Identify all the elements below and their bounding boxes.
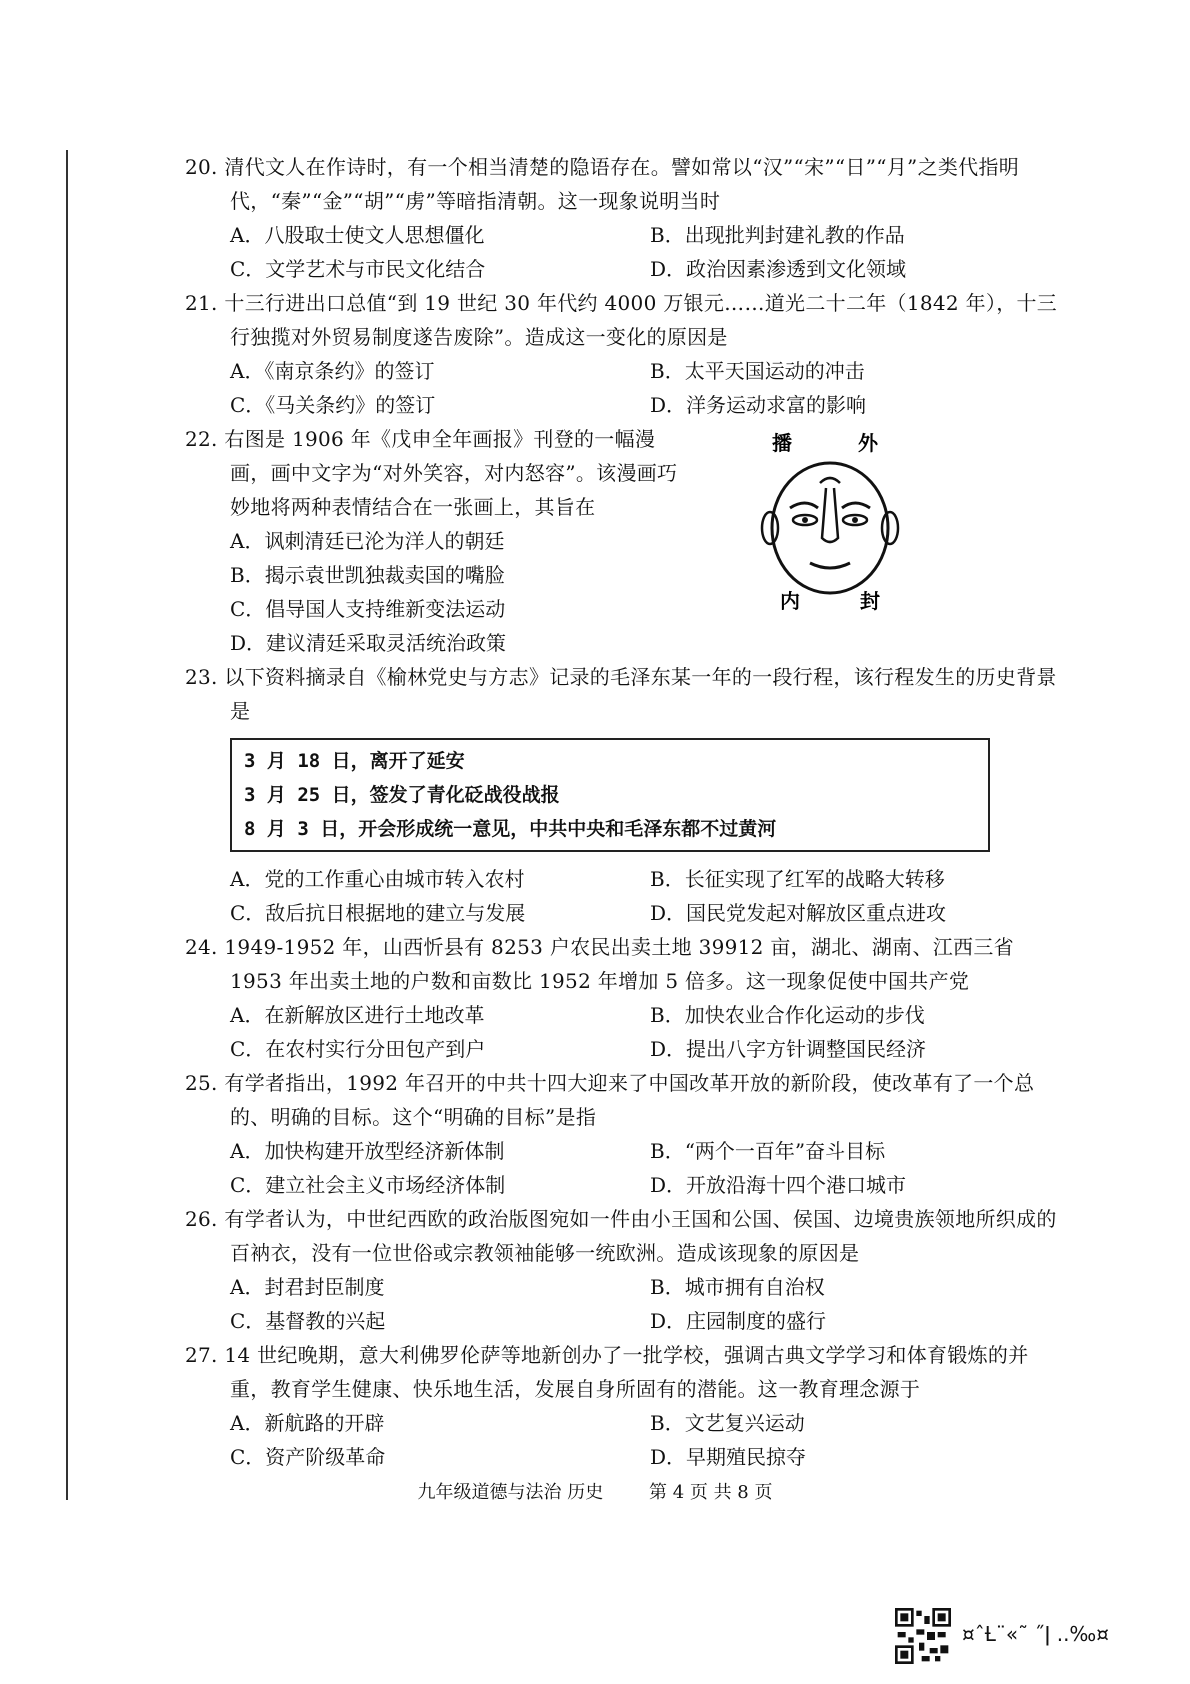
option-d[interactable]: D．国民党发起对解放区重点进攻: [650, 901, 947, 925]
option-c[interactable]: C．敌后抗日根据地的建立与发展: [230, 901, 526, 925]
option-b[interactable]: B．太平天国运动的冲击: [650, 359, 865, 383]
option-b[interactable]: B．城市拥有自治权: [650, 1275, 825, 1299]
cartoon-bottom-text: 内: [780, 589, 800, 613]
option-c[interactable]: C．在农村实行分田包产到户: [230, 1037, 486, 1061]
svg-text:封: 封: [860, 589, 880, 613]
option-b[interactable]: B．揭示袁世凯独裁卖国的嘴脸: [230, 563, 505, 587]
option-d[interactable]: D．政治因素渗透到文化领域: [650, 257, 907, 281]
option-a[interactable]: A．在新解放区进行土地改革: [230, 1003, 485, 1027]
option-a[interactable]: A．加快构建开放型经济新体制: [230, 1139, 505, 1163]
question-number: 25.: [185, 1071, 218, 1095]
question-number: 20.: [185, 155, 218, 179]
qr-code-icon: [895, 1608, 951, 1664]
footer-page-number: 第 4 页 共 8 页: [648, 1482, 773, 1503]
option-a[interactable]: A．八股取士使文人思想僵化: [230, 223, 485, 247]
option-d[interactable]: D．庄园制度的盛行: [650, 1309, 827, 1333]
options: [185, 524, 685, 660]
question-24: [185, 930, 1065, 1066]
cartoon-face-image: [750, 428, 910, 613]
question-number: 23.: [185, 665, 218, 689]
question-stem: 14 世纪晚期，意大利佛罗伦萨等地新创办了一批学校，强调古典文学学习和体育锻炼的并重，教育学生健康、快乐地生活，发展自身所固有的潜能。这一教育理念源于: [224, 1343, 1029, 1401]
page-footer: [0, 1478, 1190, 1504]
question-stem: 1949-1952 年，山西忻县有 8253 户农民出卖土地 39912 亩，湖北、湖南、江西三省 1953 年出卖土地的户数和亩数比 1952 年增加 5 倍多。这一现象促使中国共产党: [224, 935, 1014, 993]
option-d[interactable]: D．建议清廷采取灵活统治政策: [230, 631, 507, 655]
option-c[interactable]: C．倡导国人支持维新变法运动: [230, 597, 506, 621]
svg-text:外: 外: [858, 431, 878, 455]
question-stem: 十三行进出口总值“到 19 世纪 30 年代约 4000 万银元……道光二十二年（1842 年），十三行独揽对外贸易制度遂告废除”。造成这一变化的原因是: [224, 291, 1058, 349]
option-a[interactable]: A．封君封臣制度: [230, 1275, 385, 1299]
quote-line: 3 月 18 日，离开了延安: [244, 750, 465, 772]
option-a[interactable]: A．党的工作重心由城市转入农村: [230, 867, 525, 891]
option-c[interactable]: C．文学艺术与市民文化结合: [230, 257, 486, 281]
cartoon-top-text: 播: [772, 431, 792, 455]
question-stem: 清代文人在作诗时，有一个相当清楚的隐语存在。譬如常以“汉”“宋”“日”“月”之类代指明代，“秦”“金”“胡”“虏”等暗指清朝。这一现象说明当时: [224, 155, 1020, 213]
question-number: 22.: [185, 427, 218, 451]
option-d[interactable]: D．洋务运动求富的影响: [650, 393, 867, 417]
option-b[interactable]: B．加快农业合作化运动的步伐: [650, 1003, 925, 1027]
option-b[interactable]: B．出现批判封建礼教的作品: [650, 223, 905, 247]
question-25: [185, 1066, 1065, 1202]
question-stem: 有学者认为，中世纪西欧的政治版图宛如一件由小王国和公国、侯国、边境贵族领地所织成的百衲衣，没有一位世俗或宗教领袖能够一统欧洲。造成该现象的原因是: [224, 1207, 1057, 1265]
option-c[interactable]: C．建立社会主义市场经济体制: [230, 1173, 506, 1197]
options: [185, 1406, 1065, 1474]
option-c[interactable]: C．资产阶级革命: [230, 1445, 386, 1469]
exam-page: [185, 150, 1065, 1474]
option-d[interactable]: D．开放沿海十四个港口城市: [650, 1173, 907, 1197]
question-number: 24.: [185, 935, 218, 959]
option-a[interactable]: A．《南京条约》的签订: [230, 359, 435, 383]
binding-line: [66, 150, 68, 1500]
options: [185, 354, 1065, 422]
option-b[interactable]: B．“两个一百年”奋斗目标: [650, 1139, 886, 1163]
options: [185, 998, 1065, 1066]
quote-line: 3 月 25 日，签发了青化砭战役战报: [244, 784, 560, 806]
question-stem: 以下资料摘录自《榆林党史与方志》记录的毛泽东某一年的一段行程，该行程发生的历史背景是: [224, 665, 1057, 723]
options: [185, 1134, 1065, 1202]
option-a[interactable]: A．讽刺清廷已沦为洋人的朝廷: [230, 529, 505, 553]
question-number: 26.: [185, 1207, 218, 1231]
option-b[interactable]: B．长征实现了红军的战略大转移: [650, 867, 945, 891]
option-d[interactable]: D．提出八字方针调整国民经济: [650, 1037, 927, 1061]
options: [185, 862, 1065, 930]
question-21: [185, 286, 1065, 422]
question-number: 21.: [185, 291, 218, 315]
question-20: [185, 150, 1065, 286]
question-22: [185, 422, 1065, 660]
question-stem: 有学者指出，1992 年召开的中共十四大迎来了中国改革开放的新阶段，使改革有了一个总的、明确的目标。这个“明确的目标”是指: [224, 1071, 1035, 1129]
option-c[interactable]: C．《马关条约》的签订: [230, 393, 436, 417]
question-27: [185, 1338, 1065, 1474]
option-c[interactable]: C．基督教的兴起: [230, 1309, 386, 1333]
qr-label: ¤ˆȽ¨«˜ ˝ǀ ..‰¤: [962, 1622, 1109, 1646]
options: [185, 1270, 1065, 1338]
question-23: [185, 660, 1065, 930]
source-material-box: [230, 738, 990, 852]
quote-line: 8 月 3 日，开会形成统一意见，中共中央和毛泽东都不过黄河: [244, 818, 777, 840]
question-26: [185, 1202, 1065, 1338]
question-number: 27.: [185, 1343, 218, 1367]
footer-subject: 九年级道德与法治 历史: [417, 1482, 604, 1503]
options: [185, 218, 1065, 286]
option-d[interactable]: D．早期殖民掠夺: [650, 1445, 807, 1469]
question-stem: 右图是 1906 年《戊申全年画报》刊登的一幅漫画，画中文字为“对外笑容，对内怒容”。该漫画巧妙地将两种表情结合在一张画上，其旨在: [224, 427, 678, 519]
option-b[interactable]: B．文艺复兴运动: [650, 1411, 805, 1435]
option-a[interactable]: A．新航路的开辟: [230, 1411, 385, 1435]
